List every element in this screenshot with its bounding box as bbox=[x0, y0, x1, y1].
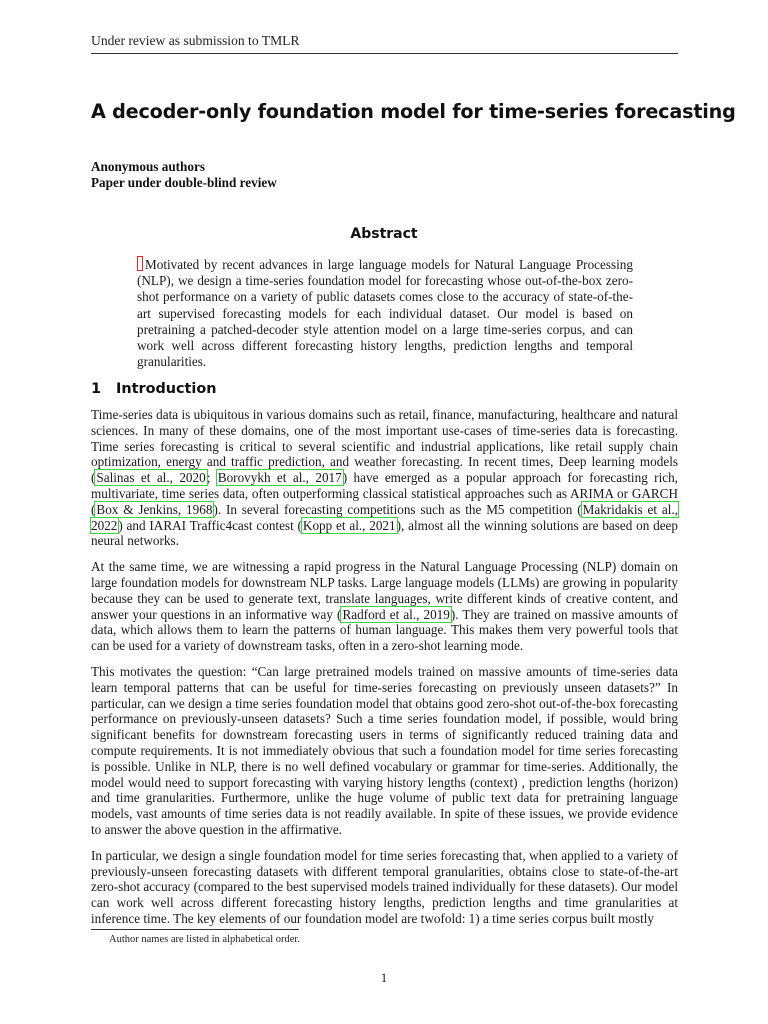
citation-makridakis-2022[interactable]: Makridakis et al., 2022 bbox=[91, 501, 678, 533]
running-head: Under review as submission to TMLR bbox=[91, 33, 300, 48]
introduction-body bbox=[91, 407, 678, 937]
footnote: Author names are listed in alphabetical order. bbox=[109, 934, 300, 945]
footnote-rule bbox=[91, 929, 299, 930]
footnote-marker-box[interactable] bbox=[137, 256, 143, 271]
citation-salinas-2020[interactable]: Salinas et al., 2020 bbox=[96, 470, 206, 486]
citation-borovykh-2017[interactable]: Borovykh et al., 2017 bbox=[217, 470, 342, 486]
review-status-line: Paper under double-blind review bbox=[91, 175, 277, 190]
paragraph-text: ). In several forecasting competitions such as the M5 competition ( bbox=[213, 501, 582, 517]
paragraph-4: In particular, we design a single foundation model for time series forecasting that, when applied to a variety of previously-unseen forecasting datasets with different temporal granularities, obtains close to state-of-the-art zero-shot accuracy (compared to the best supervised models trained individually for these datasets). Our model can work well across different forecasting history lengths, prediction lengths and time granularities at inference time. The key elements of our foundation model are twofold: 1) a time series corpus built mostly bbox=[91, 847, 678, 926]
abstract-text: Motivated by recent advances in large language models for Natural Language Processing (NLP), we design a time-series foundation model for forecasting whose out-of-the-box zero-shot performance on a variety of public datasets comes close to the accuracy of state-of-the-art supervised forecasting models for each individual dataset. Our model is based on pretraining a patched-decoder style attention model on a large time-series corpus, and can work well across different forecasting history lengths, prediction lengths and temporal granularities. bbox=[137, 257, 633, 370]
citation-kopp-2021[interactable]: Kopp et al., 2021 bbox=[302, 517, 396, 533]
paper-title: A decoder-only foundation model for time-series forecasting bbox=[91, 100, 736, 123]
section-title: Introduction bbox=[116, 381, 217, 397]
paragraph-2 bbox=[91, 559, 678, 654]
page-number: 1 bbox=[380, 970, 388, 985]
citation-box-jenkins-1968[interactable]: Box & Jenkins, 1968 bbox=[96, 501, 213, 517]
section-number: 1 bbox=[91, 381, 102, 397]
section-heading-introduction bbox=[91, 381, 216, 397]
authors-block bbox=[91, 159, 277, 191]
paragraph-text: ) and IARAI Traffic4cast contest ( bbox=[118, 517, 302, 533]
citation-radford-2019[interactable]: Radford et al., 2019 bbox=[342, 606, 450, 622]
paragraph-text: Time-series data is ubiquitous in various domains such as retail, finance, manufacturing, healthcare and natural sciences. In many of these domains, one of the most important use-cases of time-series data is forecasting. Time series forecasting is critical to several scientific and industrial applications, like retail supply chain optimization, energy and traffic prediction, and weather forecasting. In recent times, Deep learning models ( bbox=[91, 407, 678, 486]
paragraph-text: ) have emerged as a popular approach for forecasting rich, multivariate, time series data, often outperforming classical statistical approaches such as ARIMA or GARCH ( bbox=[91, 470, 678, 517]
paragraph-1 bbox=[91, 407, 678, 549]
paragraph-text: At the same time, we are witnessing a rapid progress in the Natural Language Processing (NLP) domain on large foundation models for downstream NLP tasks. Large language models (LLMs) are growing in popularity because they can be used to generate text, translate languages, write different kinds of creative content, and answer your questions in an informative way ( bbox=[91, 559, 678, 622]
abstract-heading: Abstract bbox=[350, 226, 418, 242]
paragraph-text: ; bbox=[206, 470, 217, 486]
paragraph-3: This motivates the question: “Can large pretrained models trained on massive amounts of time-series data learn temporal patterns that can be useful for time-series forecasting on previously unseen datasets?” In particular, can we design a time series foundation model that obtains good zero-shot out-of-the-box forecasting performance on previously-unseen datasets? Such a time series foundation model, if possible, would bring significant benefits for downstream forecasting users in terms of significantly reduced training data and compute requirements. It is not immediately obvious that such a foundation model for time series forecasting is possible. Unlike in NLP, there is no well defined vocabulary or grammar for time-series. Additionally, the model would need to support forecasting with varying history lengths (context) , prediction lengths (horizon) and time granularities. Furthermore, unlike the huge volume of public text data for pretraining language models, vast amounts of time series data is not readily available. In spite of these issues, we provide evidence to answer the above question in the affirmative. bbox=[91, 663, 678, 837]
abstract-body bbox=[137, 256, 633, 370]
paragraph-text: ). They are trained on massive amounts of data, which allows them to learn the patterns of human language. This makes them very powerful tools that can be used for a variety of downstream tasks, often in a zero-shot learning mode. bbox=[91, 606, 678, 654]
authors-line: Anonymous authors bbox=[91, 159, 205, 174]
header-rule bbox=[91, 53, 678, 54]
paragraph-text: ), almost all the winning solutions are based on deep neural networks. bbox=[91, 517, 678, 549]
